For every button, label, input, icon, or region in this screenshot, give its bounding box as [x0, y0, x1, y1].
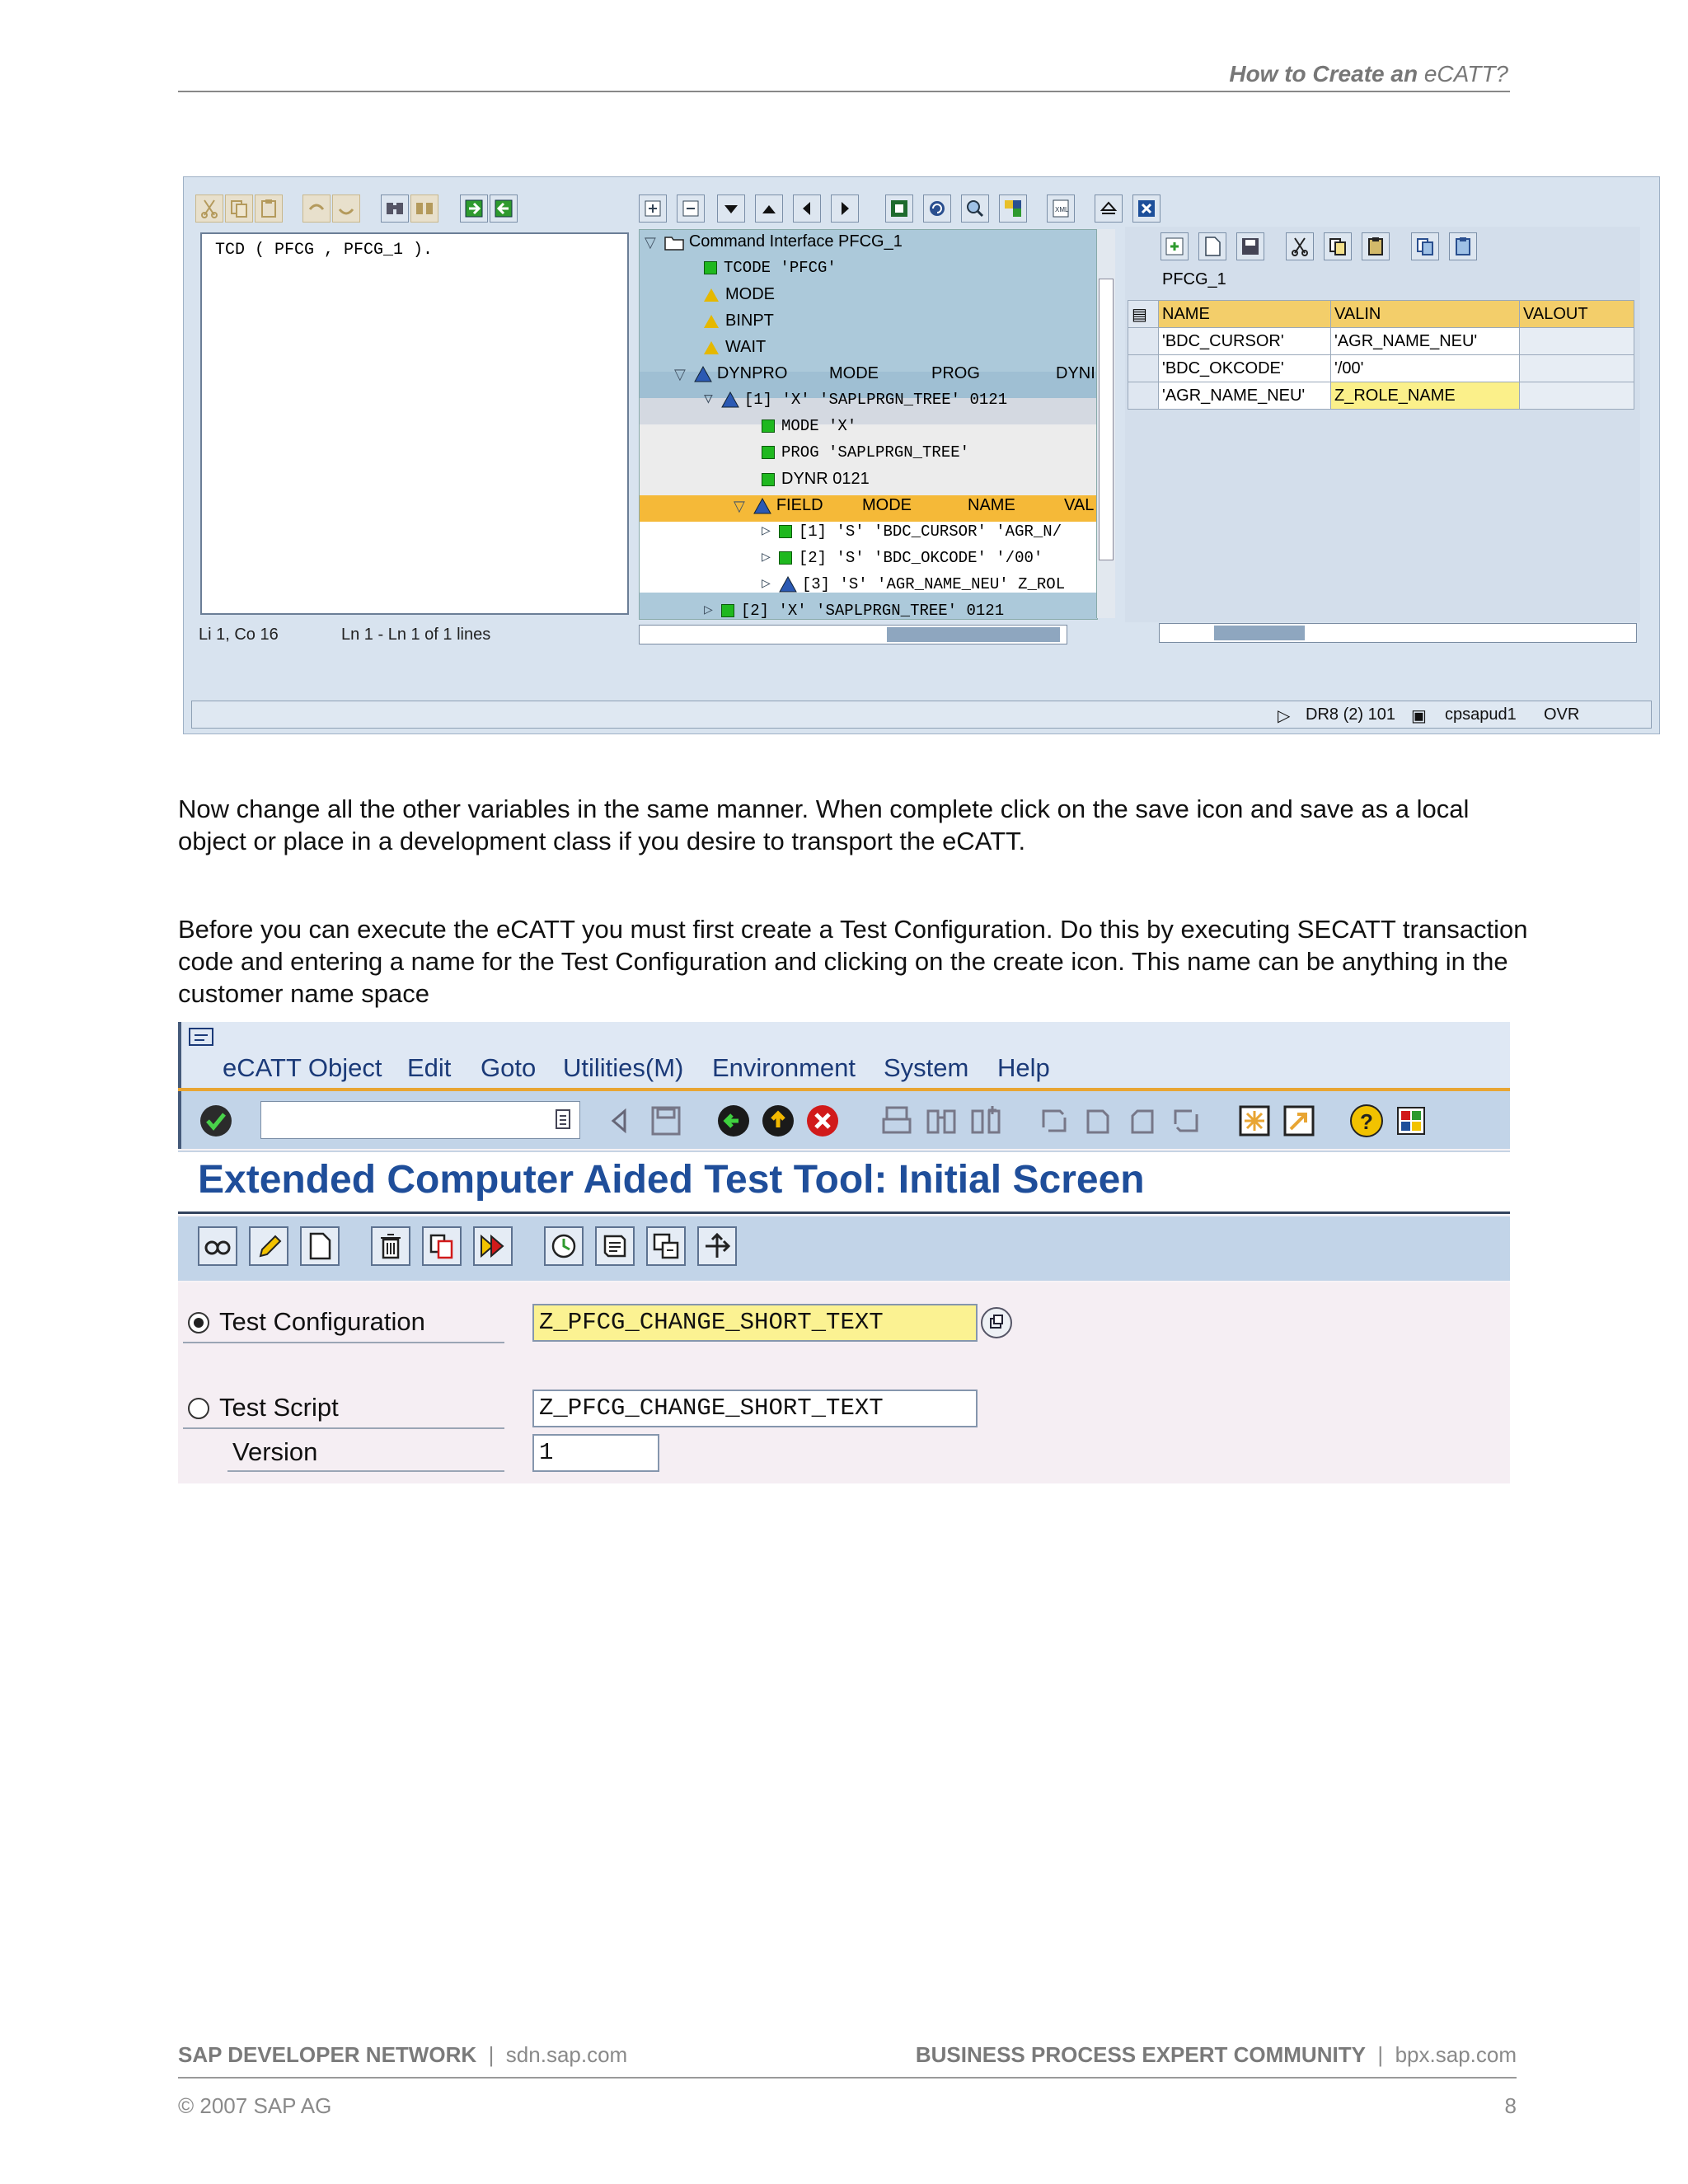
status-play-icon[interactable]: ▷ — [1278, 707, 1291, 725]
row-selector[interactable] — [1128, 355, 1159, 382]
scroll-thumb[interactable] — [1214, 626, 1305, 640]
copyright: © 2007 SAP AG — [178, 2093, 332, 2118]
footer-sdn-url[interactable]: sdn.sap.com — [505, 2042, 628, 2067]
version-label: Version — [232, 1437, 318, 1466]
select-all-icon[interactable]: ▤ — [1128, 301, 1159, 328]
page-title: Extended Computer Aided Test Tool: Initial Screen — [198, 1158, 1145, 1202]
tree-node-mode[interactable] — [704, 281, 775, 307]
grid-row[interactable] — [1128, 382, 1634, 410]
create-session-icon[interactable] — [1236, 1103, 1273, 1139]
status-session-icon[interactable]: ▣ — [1411, 707, 1427, 725]
row-selector[interactable] — [1128, 328, 1159, 355]
next-page-icon[interactable] — [1124, 1103, 1160, 1139]
copy-icon[interactable] — [1324, 232, 1352, 260]
green-square-icon — [779, 525, 792, 538]
menu-icon[interactable] — [188, 1025, 218, 1048]
grid-cell-selected[interactable]: Z_ROLE_NAME — [1331, 382, 1520, 410]
tree-node-field-1[interactable] — [762, 518, 1062, 545]
insert-command-icon[interactable] — [885, 194, 913, 223]
tree-vertical-scrollbar[interactable] — [1096, 229, 1115, 618]
grid-cell[interactable] — [1520, 355, 1634, 382]
first-page-icon[interactable] — [1035, 1103, 1071, 1139]
tree-tcode-label: TCODE 'PFCG' — [724, 259, 837, 277]
copy-block-icon[interactable] — [1411, 232, 1439, 260]
help-icon[interactable] — [1348, 1103, 1385, 1139]
label-underline — [227, 1470, 504, 1472]
tree-node-dynpro-2[interactable] — [704, 598, 1004, 620]
footer-separator: | — [482, 2042, 500, 2067]
field-structure-icon — [779, 576, 797, 593]
tree-root-label: Command Interface PFCG_1 — [688, 232, 903, 251]
grid-cell[interactable]: 'AGR_NAME_NEU' — [1159, 382, 1331, 410]
cut-icon[interactable] — [1286, 232, 1314, 260]
grid-cell[interactable] — [1520, 328, 1634, 355]
editor-cursor-status: Li 1, Co 16 — [199, 626, 279, 644]
footer-left — [178, 2042, 627, 2068]
create-icon[interactable] — [300, 1226, 340, 1266]
tree-col-field: FIELD — [776, 496, 823, 514]
tree-col-dyni: DYNI — [1056, 364, 1095, 382]
find-icon[interactable] — [923, 1103, 959, 1139]
title-rule — [178, 1212, 1510, 1214]
tree-wait-label: WAIT — [725, 338, 767, 356]
new-page-icon[interactable] — [1198, 232, 1226, 260]
dynpro-structure-icon — [721, 391, 739, 408]
field-structure-icon — [753, 498, 771, 514]
expand-icon[interactable]: ▷ — [762, 523, 771, 540]
warning-triangle-icon — [704, 288, 719, 302]
tree-node-root[interactable] — [645, 229, 903, 255]
svg-text:?: ? — [1360, 1109, 1373, 1134]
tree-node-dynr[interactable] — [762, 466, 870, 492]
grid-cell[interactable]: 'AGR_NAME_NEU' — [1331, 328, 1520, 355]
grid-col-valin[interactable]: VALIN — [1331, 301, 1520, 328]
test-configuration-label: Test Configuration — [219, 1307, 425, 1336]
expand-all-icon[interactable] — [639, 194, 667, 223]
menu-ecatt-object[interactable]: eCATT Object — [223, 1053, 382, 1082]
command-field[interactable] — [260, 1101, 580, 1139]
paragraph-test-configuration: Before you can execute the eCATT you must first create a Test Configuration. Do this by executing SECATT transaction code and entering a name for the Test Configuration and clicking on the create icon. This name can be anything in the customer name space — [178, 915, 1528, 1008]
change-pencil-icon[interactable] — [249, 1226, 288, 1266]
grid-col-name[interactable]: NAME — [1159, 301, 1331, 328]
version-input[interactable]: 1 — [532, 1434, 659, 1472]
collapse-icon[interactable]: ▽ — [734, 497, 745, 514]
green-square-icon — [762, 446, 775, 459]
dynpro-structure-icon — [694, 366, 712, 382]
status-server: cpsapud1 — [1445, 705, 1517, 724]
header-rule — [178, 91, 1510, 92]
find-next-icon[interactable] — [410, 194, 438, 223]
scroll-thumb[interactable] — [1099, 279, 1114, 560]
warning-triangle-icon — [704, 341, 719, 354]
tree-prog-label: PROG 'SAPLPRGN_TREE' — [781, 443, 970, 462]
test-script-radio[interactable] — [188, 1398, 209, 1419]
generate-shortcut-icon[interactable] — [1281, 1103, 1317, 1139]
expand-icon[interactable]: ▷ — [704, 602, 713, 619]
collapse-icon[interactable]: ▽ — [674, 365, 686, 382]
tree-node-wait[interactable] — [704, 334, 766, 360]
paste-icon[interactable] — [1362, 232, 1390, 260]
paste-block-icon[interactable] — [1449, 232, 1477, 260]
tree-node-mode-x[interactable] — [762, 413, 856, 439]
tree-dynr-label: DYNR 0121 — [781, 470, 870, 488]
menu-help[interactable]: Help — [997, 1053, 1050, 1082]
footer-sdn-label: SAP DEVELOPER NETWORK — [178, 2042, 477, 2067]
footer-bpx-url[interactable]: bpx.sap.com — [1395, 2042, 1517, 2067]
where-used-icon[interactable] — [544, 1226, 584, 1266]
scroll-thumb[interactable] — [887, 627, 1060, 642]
document-header-title — [1229, 61, 1508, 87]
tree-col-field-val: VAL — [1064, 496, 1095, 514]
redo-icon[interactable] — [332, 194, 360, 223]
export-icon[interactable] — [490, 194, 518, 223]
field-values-grid[interactable] — [1128, 300, 1634, 410]
svg-text:XML: XML — [1055, 206, 1069, 213]
status-mode: OVR — [1544, 705, 1580, 724]
exit-icon[interactable] — [760, 1103, 796, 1139]
customize-layout-icon[interactable] — [1393, 1103, 1429, 1139]
grid-cell[interactable]: '/00' — [1331, 355, 1520, 382]
undo-icon[interactable] — [302, 194, 331, 223]
cancel-icon[interactable] — [804, 1103, 841, 1139]
script-editor[interactable]: TCD ( PFCG , PFCG_1 ). — [200, 232, 629, 615]
row-selector[interactable] — [1128, 382, 1159, 410]
test-configuration-input[interactable]: Z_PFCG_CHANGE_SHORT_TEXT — [532, 1304, 978, 1342]
tree-node-binpt[interactable] — [704, 307, 774, 334]
execute-icon[interactable] — [473, 1226, 513, 1266]
tree-col-mode: MODE — [829, 364, 879, 382]
paste-icon[interactable] — [255, 194, 283, 223]
footer-separator: | — [1372, 2042, 1390, 2067]
previous-page-icon[interactable] — [1080, 1103, 1116, 1139]
import-icon[interactable] — [460, 194, 488, 223]
collapse-toolbar-icon[interactable] — [607, 1103, 631, 1139]
grid-cell[interactable] — [1520, 382, 1634, 410]
tree-node-tcode[interactable] — [704, 255, 837, 281]
menu-edit[interactable]: Edit — [407, 1053, 452, 1082]
tree-field2-label: [2] 'S' 'BDC_OKCODE' '/00' — [798, 549, 1043, 568]
grid-cell[interactable]: 'BDC_OKCODE' — [1159, 355, 1331, 382]
menu-utilities[interactable]: Utilities(M) — [563, 1053, 684, 1082]
expand-icon[interactable]: ▷ — [762, 576, 771, 593]
page-number: 8 — [1504, 2093, 1517, 2118]
tree-mode-label: MODE — [725, 285, 775, 303]
folder-icon — [664, 234, 684, 251]
status-system: DR8 (2) 101 — [1306, 705, 1395, 724]
test-script-input[interactable]: Z_PFCG_CHANGE_SHORT_TEXT — [532, 1390, 978, 1427]
tree-node-dynpro-1[interactable] — [704, 387, 1007, 413]
move-up-icon[interactable] — [755, 194, 783, 223]
tree-col-field-mode: MODE — [862, 496, 912, 514]
save-icon[interactable] — [648, 1103, 684, 1139]
collapse-icon[interactable]: ▽ — [704, 391, 713, 408]
expand-icon[interactable]: ▷ — [762, 550, 771, 566]
copy-icon[interactable] — [225, 194, 253, 223]
print-icon[interactable] — [879, 1103, 915, 1139]
grid-header-row — [1128, 301, 1634, 328]
tree-node-dynpro[interactable] — [674, 360, 787, 387]
warning-triangle-icon — [704, 315, 719, 328]
grid-row[interactable] — [1128, 355, 1634, 382]
menu-environment[interactable]: Environment — [712, 1053, 856, 1082]
tree-binpt-label: BINPT — [725, 312, 774, 330]
command-history-icon[interactable] — [554, 1108, 574, 1132]
label-underline — [183, 1342, 504, 1343]
create-object-icon[interactable] — [979, 1305, 1014, 1340]
tree-mode-x-label: MODE 'X' — [781, 417, 857, 435]
parameters-icon[interactable] — [999, 194, 1027, 223]
tree-node-field-3[interactable] — [762, 571, 1065, 598]
test-script-label: Test Script — [219, 1393, 339, 1422]
tree-col-field-name: NAME — [968, 496, 1015, 514]
tree-horizontal-scrollbar[interactable] — [639, 625, 1067, 644]
navigate-icon[interactable] — [697, 1226, 737, 1266]
find-next-icon[interactable] — [968, 1103, 1004, 1139]
tree-col-dynpro: DYNPRO — [716, 364, 788, 382]
grid-col-valout[interactable]: VALOUT — [1520, 301, 1634, 328]
footer-rule — [178, 2077, 1517, 2079]
collapse-all-icon[interactable] — [677, 194, 705, 223]
header-title-italic: eCATT? — [1423, 61, 1508, 87]
grid-row[interactable] — [1128, 328, 1634, 355]
eject-icon[interactable] — [1095, 194, 1123, 223]
green-square-icon — [721, 604, 734, 617]
green-square-icon — [762, 419, 775, 433]
delete-icon[interactable] — [371, 1226, 410, 1266]
save-icon[interactable] — [1236, 232, 1264, 260]
find-icon[interactable] — [381, 194, 409, 223]
green-square-icon — [704, 261, 717, 274]
command-tree[interactable] — [639, 229, 1098, 620]
green-square-icon — [779, 551, 792, 565]
xml-icon[interactable] — [1047, 194, 1075, 223]
move-left-icon[interactable] — [793, 194, 821, 223]
properties-title: PFCG_1 — [1162, 270, 1226, 288]
paragraph-save-instructions: Now change all the other variables in the same manner. When complete click on the save icon and save as a local object or place in a development class if you desire to transport the eCATT. — [178, 794, 1470, 855]
refresh-icon[interactable] — [923, 194, 951, 223]
status-bar — [191, 701, 1652, 729]
label-underline — [183, 1427, 504, 1429]
tree-field3-label: [3] 'S' 'AGR_NAME_NEU' Z_ROL — [801, 575, 1066, 594]
tree-node-field[interactable] — [734, 492, 823, 518]
enter-check-icon[interactable] — [198, 1103, 234, 1139]
collapse-icon[interactable]: ▽ — [645, 233, 656, 251]
test-configuration-radio[interactable] — [188, 1312, 209, 1333]
move-down-icon[interactable] — [717, 194, 745, 223]
menu-system[interactable]: System — [884, 1053, 969, 1082]
close-icon[interactable] — [1132, 194, 1160, 223]
back-icon[interactable] — [715, 1103, 752, 1139]
cut-icon[interactable] — [195, 194, 223, 223]
tree-col-prog: PROG — [931, 364, 980, 382]
copy-object-icon[interactable] — [422, 1226, 462, 1266]
display-icon[interactable] — [198, 1226, 237, 1266]
header-title-bold: How to Create an — [1229, 61, 1418, 87]
grid-cell[interactable]: 'BDC_CURSOR' — [1159, 328, 1331, 355]
transport-icon[interactable] — [646, 1226, 686, 1266]
grid-horizontal-scrollbar[interactable] — [1159, 623, 1637, 643]
search-icon[interactable] — [961, 194, 989, 223]
last-page-icon[interactable] — [1169, 1103, 1205, 1139]
tree-field1-label: [1] 'S' 'BDC_CURSOR' 'AGR_N/ — [798, 523, 1062, 541]
tree-dynpro1-label: [1] 'X' 'SAPLPRGN_TREE' 0121 — [743, 391, 1008, 410]
insert-row-icon[interactable] — [1160, 232, 1189, 260]
documentation-icon[interactable] — [595, 1226, 635, 1266]
menu-goto[interactable]: Goto — [481, 1053, 537, 1082]
footer-right — [916, 2042, 1517, 2068]
editor-lines-status: Ln 1 - Ln 1 of 1 lines — [341, 626, 491, 644]
green-square-icon — [762, 473, 775, 486]
tree-node-prog[interactable] — [762, 439, 969, 466]
move-right-icon[interactable] — [831, 194, 859, 223]
footer-bpx-label: BUSINESS PROCESS EXPERT COMMUNITY — [915, 2042, 1366, 2067]
tree-dynpro2-label: [2] 'X' 'SAPLPRGN_TREE' 0121 — [740, 602, 1005, 620]
tree-node-field-2[interactable] — [762, 545, 1043, 571]
